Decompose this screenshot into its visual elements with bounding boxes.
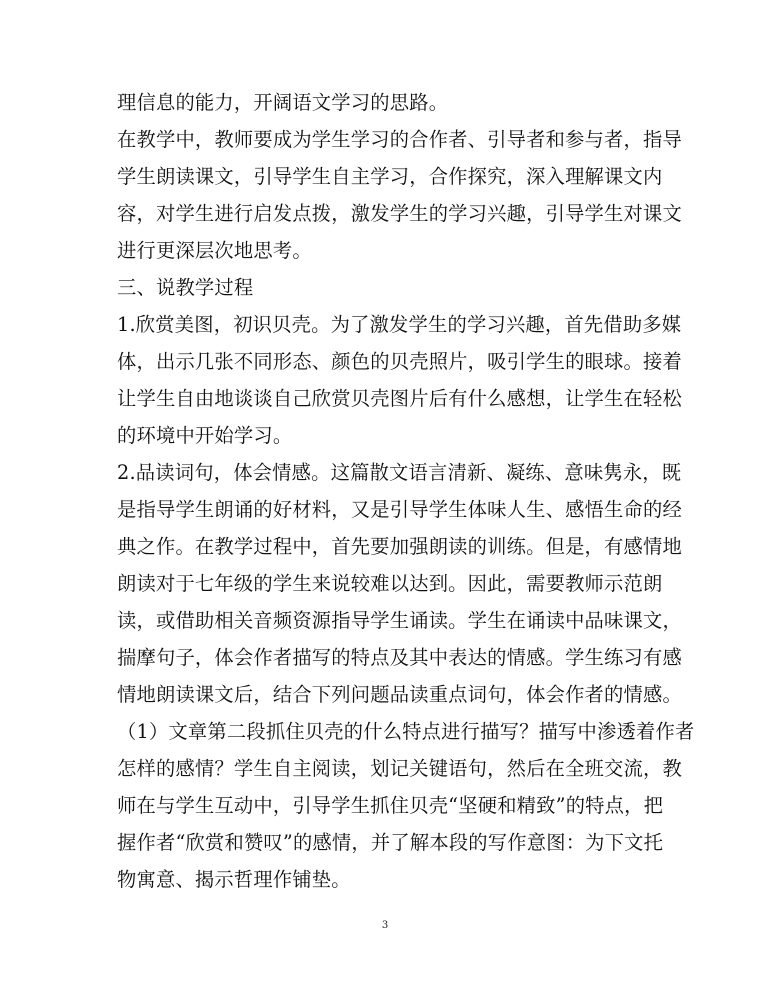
text-line: 是指导学生朗诵的好材料，又是引导学生体味人生、感悟生命的经 [117,498,682,521]
text-line: 揣摩句子，体会作者描写的特点及其中表达的情感。学生练习有感 [117,646,682,669]
section-heading: 三、说教学过程 [117,276,254,299]
text-line: 典之作。在教学过程中，首先要加强朗读的训练。但是，有感情地 [117,535,682,558]
text-line: 在教学中，教师要成为学生学习的合作者、引导者和参与者，指导 [117,128,682,151]
text-line: 学生朗读课文，引导学生自主学习，合作探究，深入理解课文内 [117,165,663,188]
text-line: 容，对学生进行启发点拨，激发学生的学习兴趣，引导学生对课文 [117,202,682,225]
text-line: 让学生自由地谈谈自己欣赏贝壳图片后有什么感想，让学生在轻松 [117,387,682,410]
text-line: 握作者“欣赏和赞叹”的感情，并了解本段的写作意图：为下文托 [117,831,664,854]
text-line: 怎样的感情？学生自主阅读，划记关键语句，然后在全班交流，教 [117,757,682,780]
text-line: 师在与学生互动中，引导学生抓住贝壳“坚硬和精致”的特点，把 [117,794,664,817]
text-line: 朗读对于七年级的学生来说较难以达到。因此，需要教师示范朗 [117,572,663,595]
text-line: （1）文章第二段抓住贝壳的什么特点进行描写？描写中渗透着作者 [117,720,695,743]
text-line: 的环境中开始学习。 [117,424,293,447]
text-line: 2.品读词句，体会情感。这篇散文语言清新、凝练、意味隽永，既 [117,461,682,484]
text-line: 情地朗读课文后，结合下列问题品读重点词句，体会作者的情感。 [117,683,682,706]
text-line: 读，或借助相关音频资源指导学生诵读。学生在诵读中品味课文， [117,609,682,632]
text-line: 体，出示几张不同形态、颜色的贝壳照片，吸引学生的眼球。接着 [117,350,682,373]
page-number: 3 [381,920,389,931]
text-line: 1.欣赏美图，初识贝壳。为了激发学生的学习兴趣，首先借助多媒 [117,313,682,336]
text-line: 物寓意、揭示哲理作铺垫。 [117,868,351,891]
text-line: 进行更深层次地思考。 [117,239,312,262]
text-line: 理信息的能力，开阔语文学习的思路。 [117,91,449,114]
